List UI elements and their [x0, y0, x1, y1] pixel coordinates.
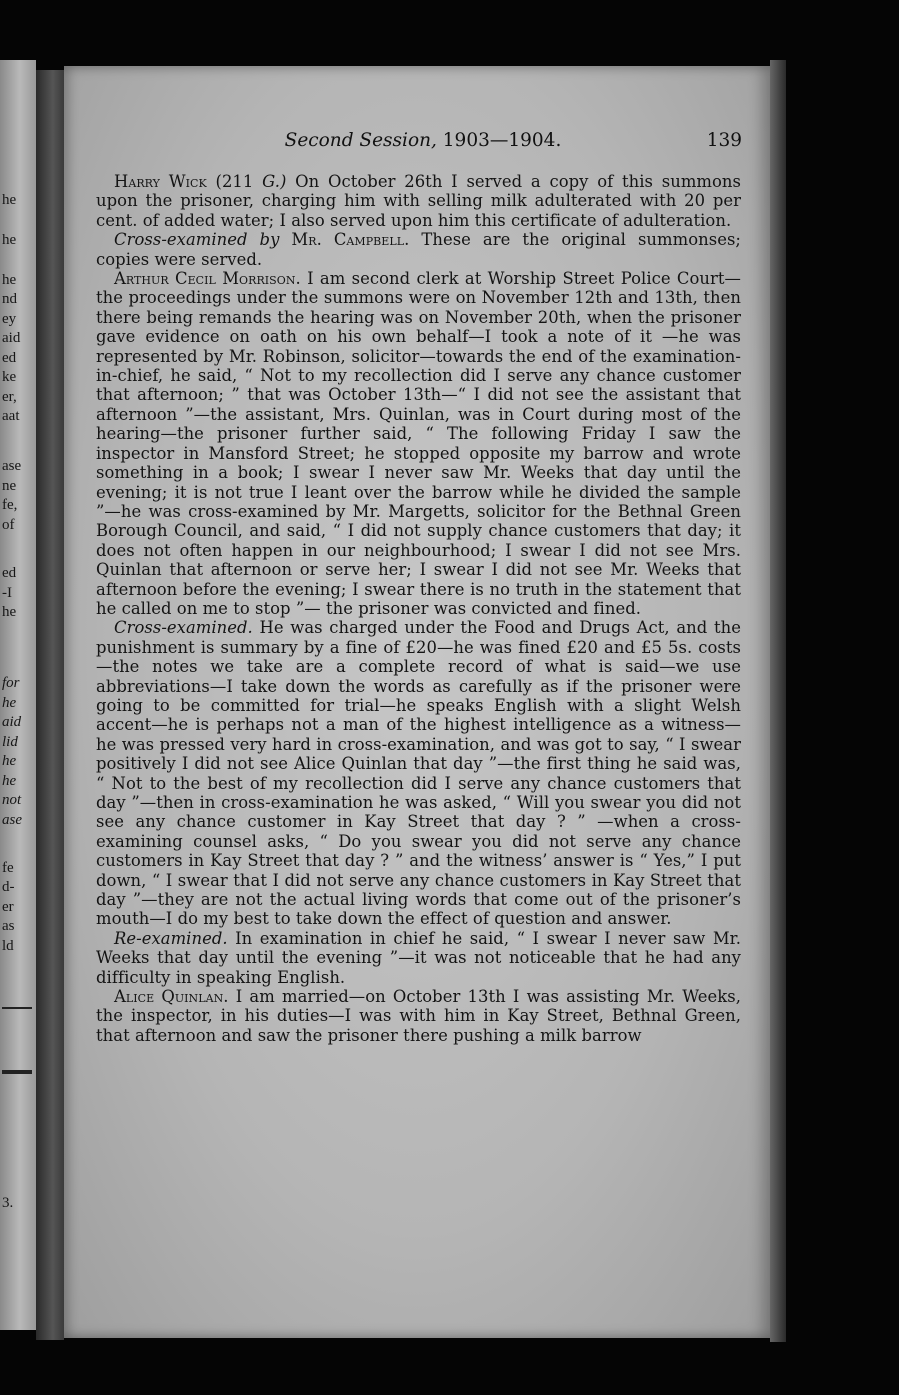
margin-fragment: for [2, 675, 20, 691]
facing-page-fragment [0, 60, 36, 1330]
session-label: Second Session, [284, 130, 437, 151]
testimony-paragraph [96, 987, 741, 1045]
margin-rule [2, 1007, 32, 1009]
margin-fragment: ed [2, 350, 17, 366]
testimony-paragraph [96, 172, 741, 230]
margin-fragment: lid [2, 734, 18, 750]
witness-name: Alice Quinlan. [114, 987, 229, 1007]
margin-fragment: he [2, 192, 17, 208]
paragraph-text: These are the original summonses; copies were served. [96, 230, 741, 269]
session-years: 1903—1904. [442, 130, 562, 151]
witness-division: G.) [262, 172, 287, 191]
page-edge [770, 60, 786, 1342]
margin-fragment: as [2, 918, 15, 934]
testimony-paragraph [96, 618, 741, 929]
margin-fragment: d- [2, 879, 15, 895]
testimony-paragraph [96, 269, 741, 618]
margin-fragment: aid [2, 714, 22, 730]
paragraph-text: I am married—on October 13th I was assisting Mr. Weeks, the inspector, in his duties—I was with him in Kay Street, Bethnal Green, that afternoon and saw the prisoner there pushing a milk barrow [96, 987, 742, 1045]
page-body [96, 172, 741, 1045]
testimony-paragraph [96, 929, 741, 987]
margin-fragment: aat [2, 408, 20, 424]
session-title [98, 130, 748, 151]
margin-fragment: ne [2, 478, 17, 494]
margin-fragment: ase [2, 812, 22, 828]
margin-rule [2, 1070, 32, 1074]
margin-fragment: ey [2, 311, 17, 327]
margin-fragment: ld [2, 938, 14, 954]
margin-fragment: he [2, 695, 17, 711]
margin-fragment: not [2, 792, 22, 808]
margin-fragment: he [2, 232, 17, 248]
margin-fragment: 3. [2, 1195, 14, 1211]
margin-fragment: he [2, 753, 17, 769]
margin-fragment: he [2, 604, 17, 620]
page-number: 139 [706, 130, 742, 151]
margin-fragment: ke [2, 369, 17, 385]
margin-fragment: er, [2, 389, 17, 405]
margin-fragment: he [2, 773, 17, 789]
book-page [64, 66, 770, 1338]
margin-fragment: fe [2, 860, 14, 876]
running-header [98, 130, 748, 154]
testimony-paragraph [96, 230, 741, 269]
paragraph-text: In examination in chief he said, “ I swear I never saw Mr. Weeks that day until the evening ”—it was not noticeable that he had any difficulty in speaking English. [96, 928, 741, 987]
witness-name: Arthur Cecil Morrison. [114, 269, 301, 289]
margin-fragment: fe, [2, 497, 18, 513]
margin-fragment: er [2, 899, 14, 915]
paragraph-text: I am second clerk at Worship Street Police Court—the proceedings under the summons were on November 12th and 13th, then there being remands the hearing was on November 20th, when the prisoner gave evidence on oath on his own behalf—I took a note of it —he was represented by Mr. Robinson, solicitor—towards the end of the examination-in-chief, he said, “ Not to my recollection did I serve any chance customer that afternoon; ” that was October 13th—“ I did not see the assistant that afternoon ”—the assistant, Mrs. Quinlan, was in Court during most of the hearing—the prisoner further said, “ The following Friday I saw the inspector in Mansford Street; he stopped opposite my barrow and wrote something in a book; I swear I never saw Mr. Weeks that day until the evening; it is not true I leant over the barrow while he divided the sample ”—he was cross-examined by Mr. Margetts, solicitor for the Bethnal Green Borough Council, and said, “ I did not supply chance customers that day; it does not often happen in our neighbourhood; I swear I did not see Mrs. Quinlan that afternoon or serve her; I swear I did not see Mr. Weeks that afternoon before the evening; I swear there is no truth in the statement that he called on me to stop ”— the prisoner was convicted and fined. [96, 269, 741, 618]
examination-heading: Cross-examined. [114, 618, 253, 638]
witness-name: Harry Wick (211 [114, 172, 254, 191]
margin-fragment: -I [2, 585, 12, 601]
margin-fragment: aid [2, 330, 21, 346]
paragraph-text: He was charged under the Food and Drugs Act, and the punishment is summary by a fine of £20—he was fined £20 and £5 5s. costs—the notes we take are a complete record of what is said—we use abbreviations—I take down the words as carefully as if the prisoner were going to be committed for trial—he speaks English with a slight Welsh accent—he is perhaps not a man of the highest intelligence as a witness— he was pressed very hard in cross-examination, and was got to say, “ I swear positively I did not see Alice Quinlan that day ”—the first thing he said was, “ Not to the best of my recollection did I serve any chance customers that day ”—then in cross-examination he was asked, “ Will you swear you did not see any chance customer in Kay Street that day ? ” —when a cross-examining counsel asks, “ Do you swear you did not serve any chance customers in Kay Street that day ? ” and the witness’ answer is “ Yes,” I put down, “ I swear that I did not serve any chance customers in Kay Street that day ”—they are not the actual living words that come out of the prisoner’s mouth—I do my best to take down the effect of question and answer. [96, 618, 741, 929]
examination-heading: Cross-examined by [114, 230, 280, 250]
margin-fragment: nd [2, 291, 17, 307]
counsel-name: Mr. Campbell. [291, 230, 410, 250]
examination-heading: Re-examined. [114, 928, 228, 948]
book-gutter [36, 70, 64, 1340]
margin-fragment: he [2, 272, 17, 288]
margin-fragment: ase [2, 458, 22, 474]
margin-fragment: of [2, 517, 15, 533]
paragraph-text: On October 26th I served a copy of this summons upon the prisoner, charging him with selling milk adulterated with 20 per cent. of added water; I also served upon him this certificate of adulteration. [96, 172, 741, 230]
margin-fragment: ed [2, 565, 17, 581]
